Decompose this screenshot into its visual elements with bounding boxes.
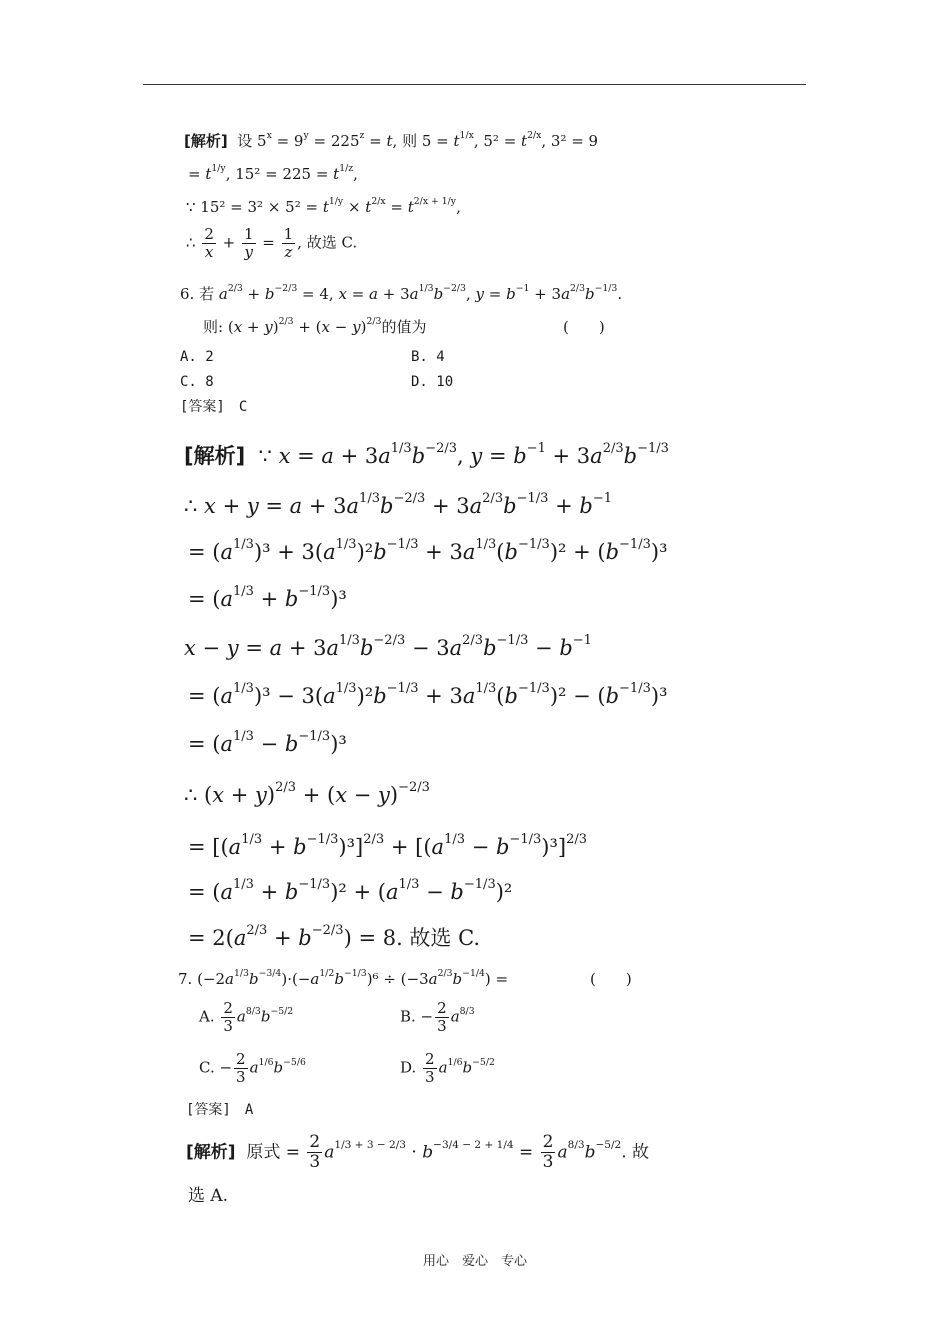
q6-answer-paren: ( ) xyxy=(563,318,605,336)
sol6-line1: [解析] ∵ $x = a + 3a^{1/3}b^{-2/3}$, $y = b^{-1} + 3a^{2/3}b^{-1/3}$ xyxy=(184,440,669,468)
q6-answer: [答案] C xyxy=(180,399,248,415)
q7-choice-d: D. $\frac{2}{3}$ $a^{1/6}b^{-5/2}$ xyxy=(400,1050,495,1086)
q7-choice-b: B. − $\frac{2}{3}$ $a^{8/3}$ xyxy=(400,999,475,1035)
q7-solution-line2: 选 A. xyxy=(188,1186,229,1206)
sol6-line8: ∴ $(x + y)^{2/3} + (x - y)^{-2/3}$ xyxy=(184,779,430,807)
block5-line4: ∴ $\frac{2}{x}$ + $\frac{1}{y}$ = $\frac{1}{z}$ , 故选 C. xyxy=(186,225,358,261)
q7-choice-c: C. − $\frac{2}{3}$ $a^{1/6}b^{-5/6}$ xyxy=(199,1050,306,1086)
q6-stem-line1: 6. 若 $a^{2/3} + b^{-2/3} = 4$, $x = a + 3a^{1/3}b^{-2/3}$, $y = b^{-1} + 3a^{2/3}b^{-1/3}$. xyxy=(180,283,623,303)
block5-line2: = $t^{1/y}$, $15^2 = 225 = t^{1/z}$, xyxy=(188,163,358,183)
q7-answer: [答案] A xyxy=(186,1102,254,1118)
sol6-line5: $x - y = a + 3a^{1/3}b^{-2/3} - 3a^{2/3}b^{-1/3} - b^{-1}$ xyxy=(184,632,592,660)
q6-choice-a: A. 2 xyxy=(180,349,214,365)
sol6-line10: = $(a^{1/3} + b^{-1/3})^2 + (a^{1/3} - b^{-1/3})^2$ xyxy=(188,876,513,904)
sol6-line3: = $(a^{1/3})^3 + 3(a^{1/3})^2b^{-1/3} + 3a^{1/3}(b^{-1/3})^2 + (b^{-1/3})^3$ xyxy=(188,536,668,564)
q7-answer-paren: ( ) xyxy=(590,970,632,988)
sol6-line7: = $(a^{1/3} - b^{-1/3})^3$ xyxy=(188,728,347,756)
sol6-line4: = $(a^{1/3} + b^{-1/3})^3$ xyxy=(188,583,347,611)
block5-line1: [解析] 设 $5^x = 9^y = 225^z = t$, 则 $5 = t^{1/x}$, $5^2 = t^{2/x}$, 3² = 9 xyxy=(184,130,599,150)
sol6-line6: = $(a^{1/3})^3 - 3(a^{1/3})^2b^{-1/3} + 3a^{1/3}(b^{-1/3})^2 - (b^{-1/3})^3$ xyxy=(188,680,668,708)
sol6-line9: = $[(a^{1/3} + b^{-1/3})^3]^{2/3} + [(a^{1/3} - b^{-1/3})^3]^{2/3}$ xyxy=(188,831,588,859)
q6-choice-c: C. 8 xyxy=(180,374,214,390)
page-footer: 用心 爱心 专心 xyxy=(422,1254,527,1269)
q6-choice-b: B. 4 xyxy=(411,349,445,365)
sol6-line2: ∴ $x + y = a + 3a^{1/3}b^{-2/3} + 3a^{2/3}b^{-1/3} + b^{-1}$ xyxy=(184,490,613,518)
q6-stem-line2: 则: $(x + y)^{2/3} + (x - y)^{2/3}$的值为 xyxy=(203,316,427,336)
header-rule xyxy=(143,84,806,85)
q7-solution-line1: [解析] 原式 = $\frac{2}{3}$ $a^{1/3 + 3 - 2/3} \cdot b^{-3/4 - 2 + 1/4}$ = $\frac{2}{3}$ $a^{8/3}b^{-5/2}$. 故 xyxy=(186,1132,650,1172)
sol6-line11: = $2(a^{2/3} + b^{-2/3}) = 8$. 故选 C. xyxy=(188,922,481,950)
q7-choice-a: A. $\frac{2}{3}$ $a^{8/3}b^{-5/2}$ xyxy=(199,999,294,1035)
block5-line3: ∵ $15^2 = 3^2 \times 5^2 = t^{1/y} \times t^{2/x} = t^{2/x + 1/y}$, xyxy=(186,196,461,216)
q6-choice-d: D. 10 xyxy=(411,374,454,390)
q7-stem: 7. $(-2a^{1/3}b^{-3/4})\cdot(-a^{1/2}b^{-1/3})^6 \div (-3a^{2/3}b^{-1/4})$ = xyxy=(178,968,509,988)
